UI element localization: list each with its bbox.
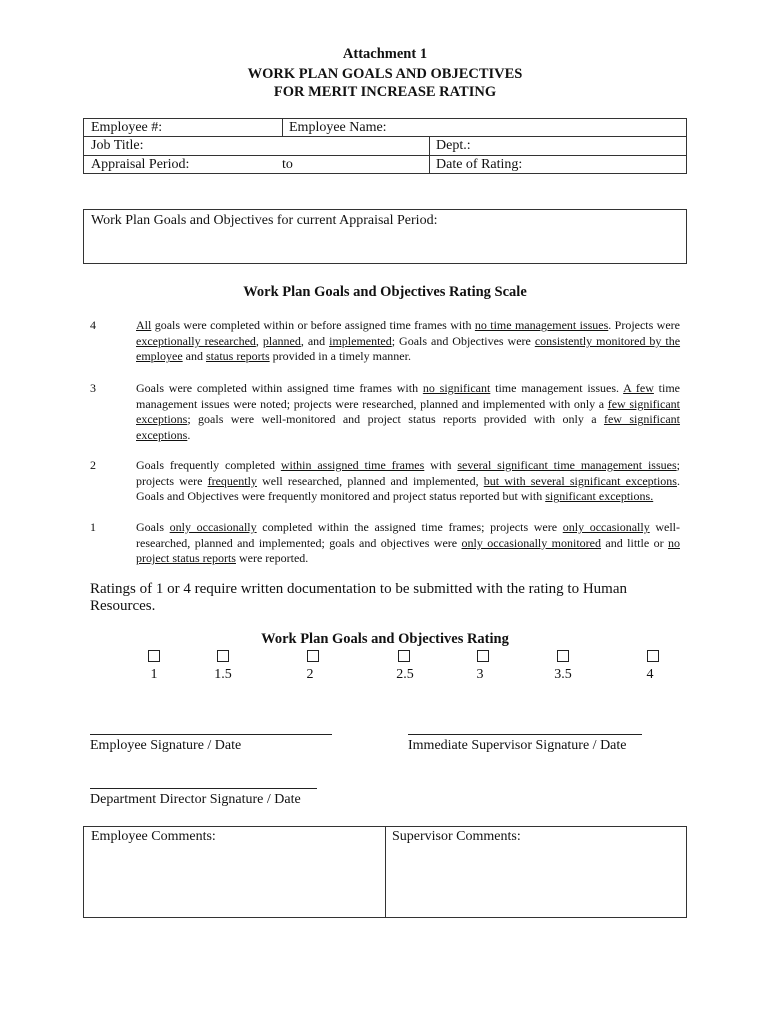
appraisal-period-to-field[interactable]: to	[282, 157, 293, 172]
text-span: ; Goals and Objectives were	[391, 333, 535, 348]
employee-comments-label: Employee Comments:	[91, 829, 216, 844]
job-title-field[interactable]: Job Title:	[91, 138, 144, 153]
date-of-rating-field[interactable]: Date of Rating:	[436, 157, 523, 172]
rating-heading: Work Plan Goals and Objectives Rating	[261, 631, 509, 647]
rating-label-3: 3	[476, 667, 484, 682]
dept-field[interactable]: Dept.:	[436, 138, 471, 153]
rating-label-3-5: 3.5	[554, 667, 572, 682]
rating-label-2: 2	[306, 667, 314, 682]
text-span: . Projects were	[608, 318, 680, 332]
supervisor-signature-label: Immediate Supervisor Signature / Date	[408, 738, 627, 753]
text-span: well-researched, planned and implemented; goals and objectives were	[136, 520, 681, 550]
underlined-text: exceptionally researched	[136, 333, 256, 348]
text-span: . Goals and Objectives were frequently monitored and project status reported but with	[136, 473, 680, 504]
employee-info-table	[83, 118, 687, 174]
comments-table	[83, 826, 687, 918]
employee-signature-line[interactable]	[90, 734, 332, 735]
underlined-text: consistently monitored by the employee	[136, 333, 681, 364]
employee-signature-label: Employee Signature / Date	[90, 738, 242, 753]
underlined-text: only occasionally	[169, 520, 257, 534]
rating-checkbox-2[interactable]	[307, 650, 319, 662]
underlined-text: only occasionally	[562, 520, 650, 534]
scale-number-1: 1	[90, 520, 96, 534]
rating-checkbox-3-5[interactable]	[557, 650, 569, 662]
director-signature-label: Department Director Signature / Date	[90, 792, 301, 807]
appraisal-period-field[interactable]: Appraisal Period:	[91, 157, 190, 172]
scale-description-4	[136, 318, 680, 365]
text-span: well researched, planned and implemented,	[256, 473, 484, 488]
supervisor-signature-line[interactable]	[408, 734, 642, 735]
rating-scale-heading: Work Plan Goals and Objectives Rating Scale	[243, 284, 527, 300]
scale-number-4: 4	[90, 318, 96, 332]
text-span: , and	[300, 333, 330, 348]
scale-description-2	[136, 458, 680, 505]
underlined-text: A few	[623, 381, 654, 395]
underlined-text: no time management issues	[474, 318, 609, 332]
scale-number-3: 3	[90, 381, 96, 395]
scale-number-2: 2	[90, 458, 96, 472]
text-span: .	[187, 428, 191, 443]
underlined-text: but with several significant exceptions	[483, 473, 677, 488]
text-span: time management issues were noted; projects were researched, planned and implemented with only a	[136, 381, 681, 411]
employee-number-field[interactable]: Employee #:	[91, 120, 163, 135]
rating-checkbox-3[interactable]	[477, 650, 489, 662]
rating-checkbox-4[interactable]	[647, 650, 659, 662]
text-span: ; projects were	[136, 458, 680, 488]
underlined-text: few significant exceptions	[136, 396, 680, 427]
scale-description-1	[136, 520, 680, 567]
underlined-text: within assigned time frames	[280, 458, 425, 472]
supervisor-comments-label: Supervisor Comments:	[392, 829, 521, 844]
text-span: and little or	[601, 535, 668, 550]
text-span: completed within the assigned time frames; projects were	[256, 520, 563, 534]
employee-comments-box[interactable]	[84, 827, 385, 917]
text-span: ; goals were well-monitored and project status reports provided with only a	[187, 412, 604, 427]
underlined-text: few significant exceptions	[136, 412, 680, 443]
underlined-text: All	[136, 318, 152, 332]
director-signature-line[interactable]	[90, 788, 317, 789]
underlined-text: significant exceptions.	[545, 489, 654, 504]
underlined-text: no project status reports	[136, 535, 680, 566]
rating-label-1: 1	[150, 667, 158, 682]
underlined-text: only occasionally monitored	[461, 535, 601, 550]
scale-description-3	[136, 381, 680, 444]
text-span: Goals	[136, 520, 170, 534]
goals-objectives-box[interactable]	[83, 209, 687, 264]
employee-name-field[interactable]: Employee Name:	[289, 120, 387, 135]
rating-label-2-5: 2.5	[396, 667, 414, 682]
form-title: WORK PLAN GOALS AND OBJECTIVES	[247, 66, 523, 82]
text-span: goals were completed within or before assigned time frames with	[151, 318, 475, 332]
text-span: and	[182, 349, 206, 364]
underlined-text: several significant time management issues	[457, 458, 677, 472]
underlined-text: frequently	[207, 473, 257, 488]
ratings-documentation-note: Ratings of 1 or 4 require written documentation to be submitted with the rating to Human Resources.	[90, 581, 627, 614]
rating-checkbox-1[interactable]	[148, 650, 160, 662]
text-span: were reported.	[235, 551, 309, 566]
goals-objectives-label: Work Plan Goals and Objectives for current Appraisal Period:	[91, 213, 438, 228]
underlined-text: implemented	[329, 333, 392, 348]
text-span: Goals frequently completed	[136, 458, 281, 472]
text-span: time management issues.	[490, 381, 624, 395]
form-subtitle: FOR MERIT INCREASE RATING	[273, 84, 497, 100]
attachment-label: Attachment 1	[342, 46, 428, 62]
rating-checkbox-1-5[interactable]	[217, 650, 229, 662]
text-span: Goals were completed within assigned time frames with	[136, 381, 423, 395]
supervisor-comments-box[interactable]	[386, 827, 686, 917]
rating-checkbox-2-5[interactable]	[398, 650, 410, 662]
underlined-text: status reports	[205, 349, 270, 364]
text-span: ,	[255, 333, 263, 348]
text-span: with	[424, 458, 458, 472]
text-span: provided in a timely manner.	[269, 349, 411, 364]
underlined-text: no significant	[422, 381, 491, 395]
rating-label-4: 4	[646, 667, 654, 682]
underlined-text: planned	[262, 333, 301, 348]
rating-label-1-5: 1.5	[214, 667, 232, 682]
